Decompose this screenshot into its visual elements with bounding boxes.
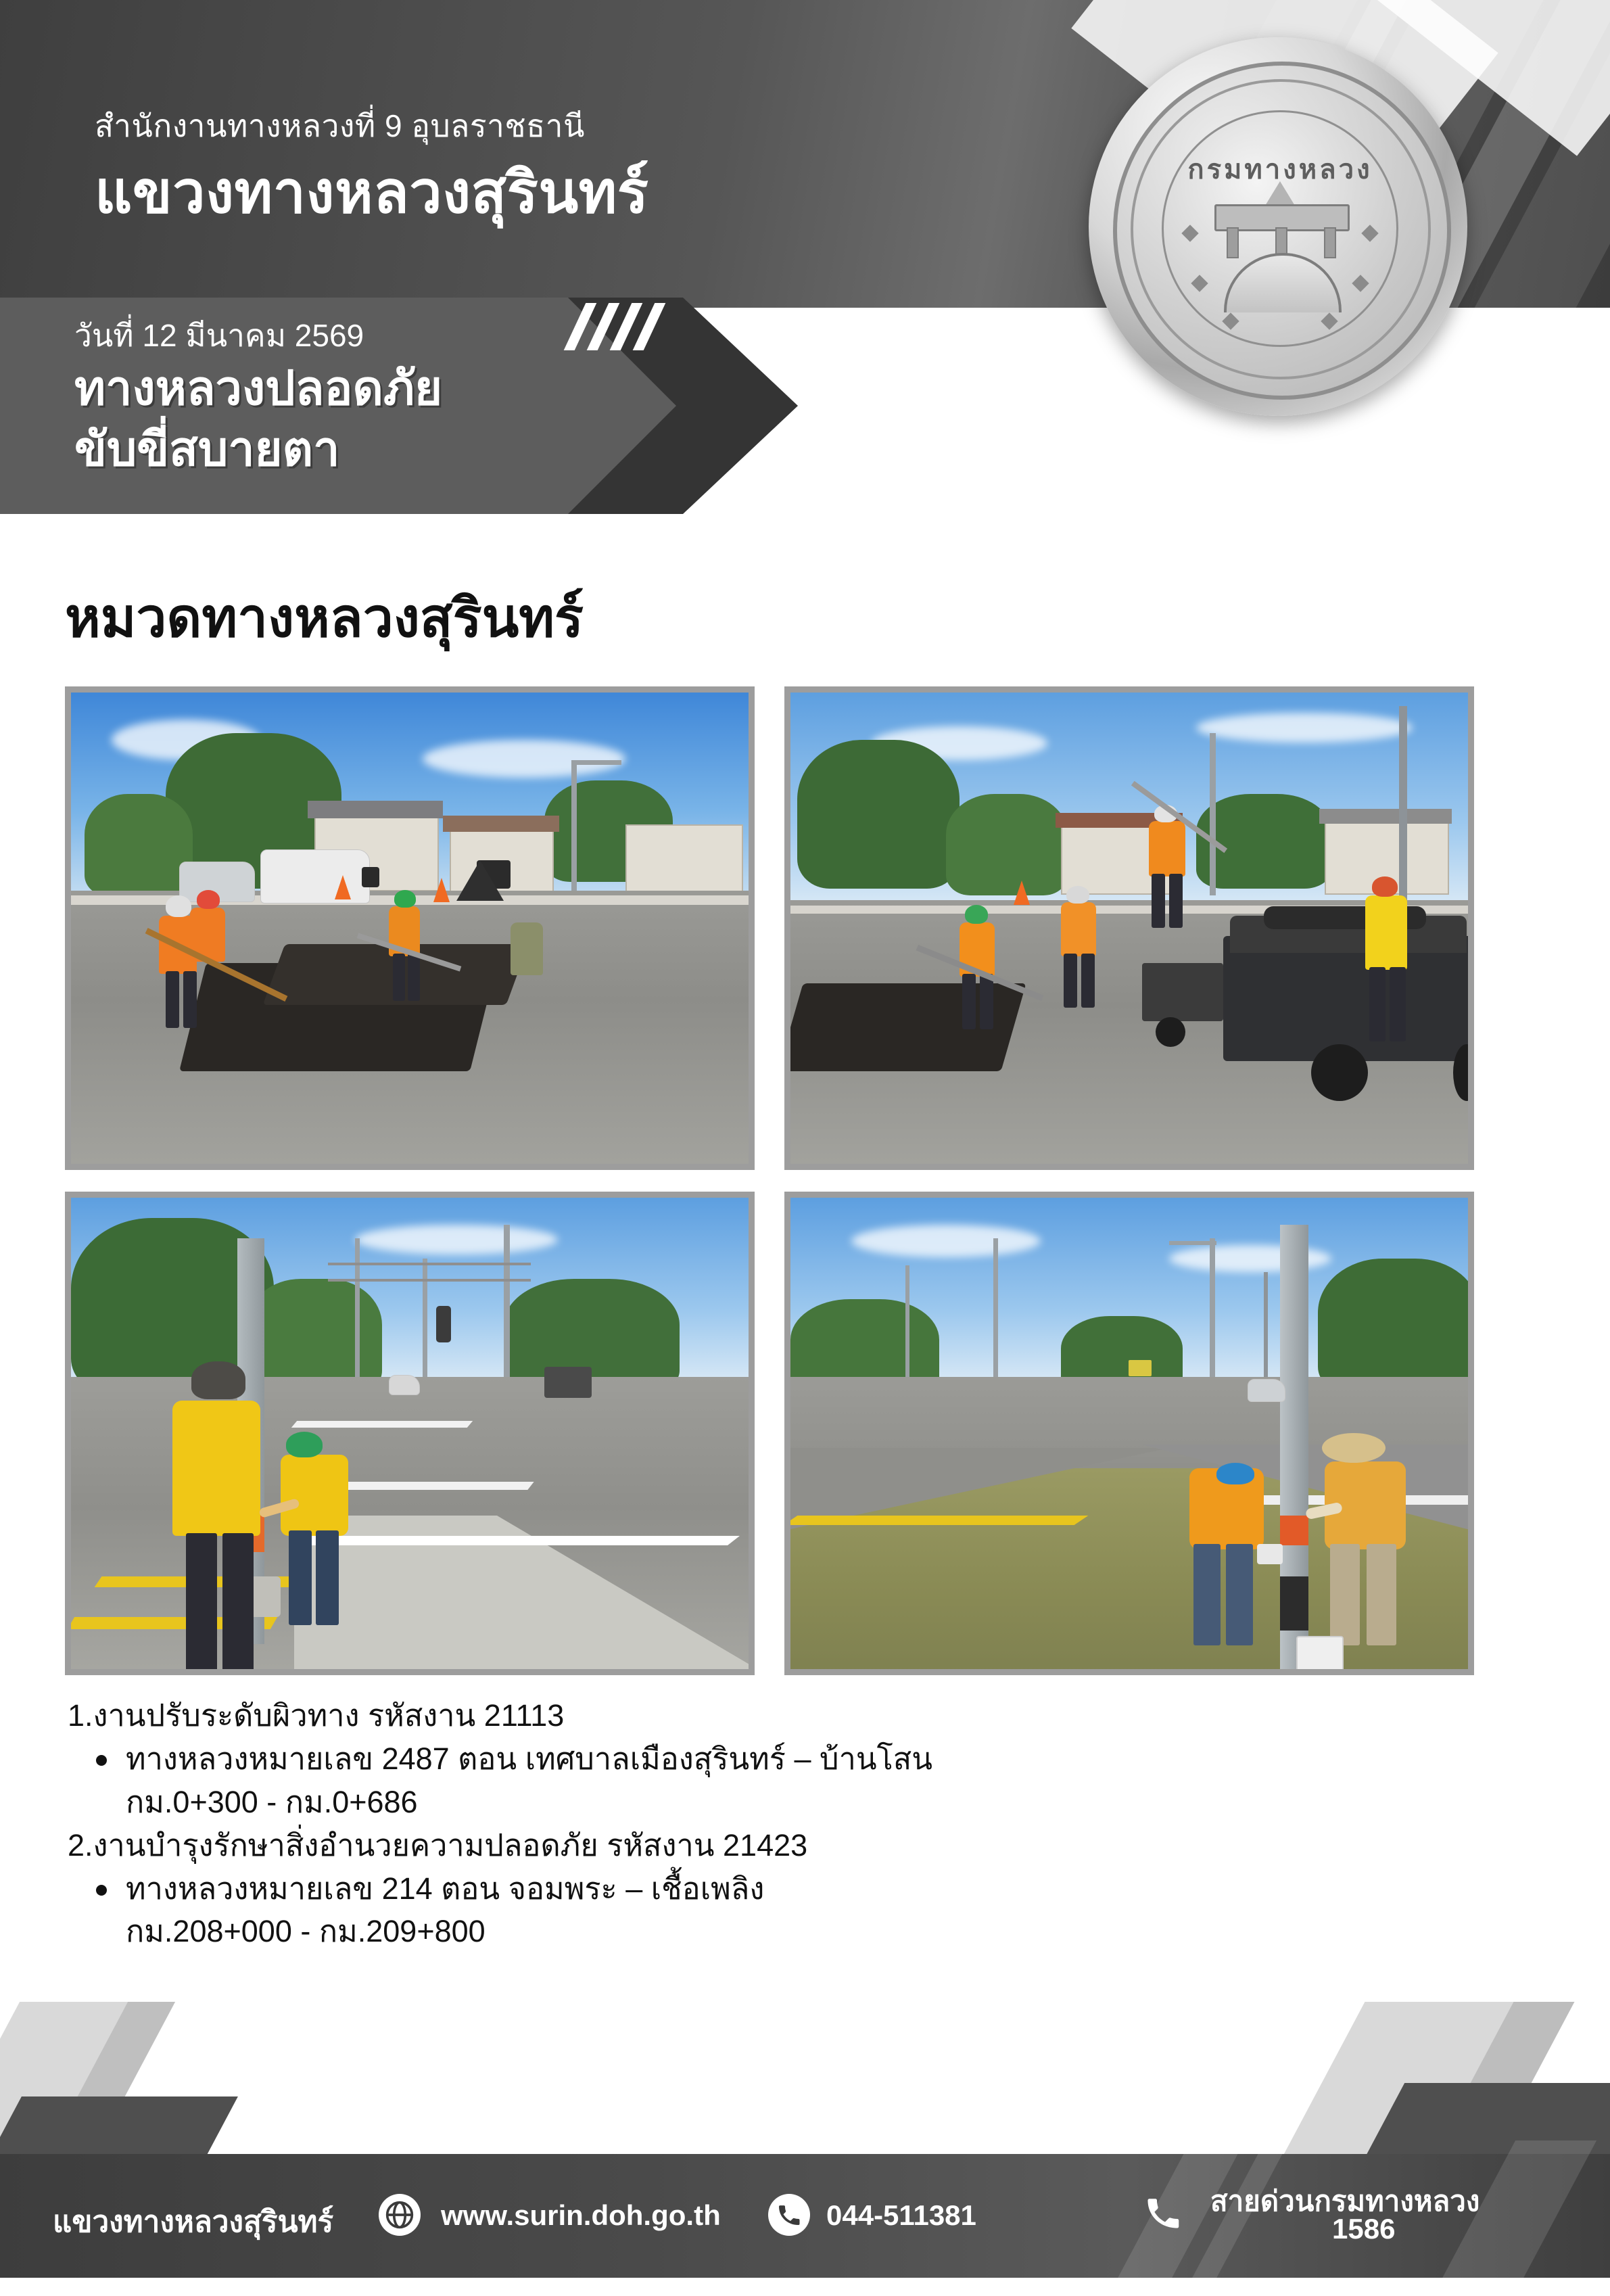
photo-3-pole-painting-roadside xyxy=(65,1192,755,1675)
office-title: แขวงทางหลวงสุรินทร์ xyxy=(95,160,649,225)
footer-hotline-label: สายด่วนกรมทางหลวง xyxy=(1210,2185,1480,2217)
globe-icon xyxy=(379,2194,421,2236)
work-item-2-km: กม.208+000 - กม.209+800 xyxy=(126,1914,486,1949)
work-item-2-heading: 2.งานบำรุงรักษาสิ่งอำนวยความปลอดภัย รหัสงาน 21423 xyxy=(68,1827,808,1862)
footer-org-name: แขวงทางหลวงสุรินทร์ xyxy=(53,2205,334,2239)
slogan-line-2: ขับขี่สบายตา xyxy=(74,423,340,475)
footer-phone[interactable]: 044-511381 xyxy=(826,2199,976,2231)
phone-icon xyxy=(768,2194,810,2236)
footer-website[interactable]: www.surin.doh.go.th xyxy=(441,2199,721,2231)
hotline-phone-icon xyxy=(1143,2190,1183,2236)
work-item-1-heading: 1.งานปรับระดับผิวทาง รหัสงาน 21113 xyxy=(68,1698,565,1733)
photo-2-material-unloading xyxy=(784,686,1474,1170)
work-item-2-route: ทางหลวงหมายเลข 214 ตอน จอมพระ – เชื้อเพลิง xyxy=(68,1867,1488,1911)
photo-4-pole-painting-median xyxy=(784,1192,1474,1675)
footer-hotline-number: 1586 xyxy=(1332,2213,1396,2245)
section-title: หมวดทางหลวงสุรินทร์ xyxy=(65,588,584,648)
department-seal-logo xyxy=(1089,37,1467,416)
banner-date: วันที่ 12 มีนาคม 2569 xyxy=(74,318,364,353)
work-item-1-route: ทางหลวงหมายเลข 2487 ตอน เทศบาลเมืองสุรินทร์ – บ้านโสน xyxy=(68,1737,1488,1781)
seal-label: กรมทางหลวง xyxy=(1187,155,1373,185)
seal-emblem-icon xyxy=(1209,193,1351,308)
seal-face xyxy=(1162,110,1398,347)
photo-1-asphalt-paving xyxy=(65,686,755,1170)
office-subtitle: สำนักงานทางหลวงที่ 9 อุบลราชธานี xyxy=(95,108,585,143)
works-description-block xyxy=(68,1694,1488,1953)
work-item-1-km: กม.0+300 - กม.0+686 xyxy=(126,1784,418,1819)
banner-slash-decor xyxy=(575,303,710,364)
slogan-line-1: ทางหลวงปลอดภัย xyxy=(74,362,443,415)
